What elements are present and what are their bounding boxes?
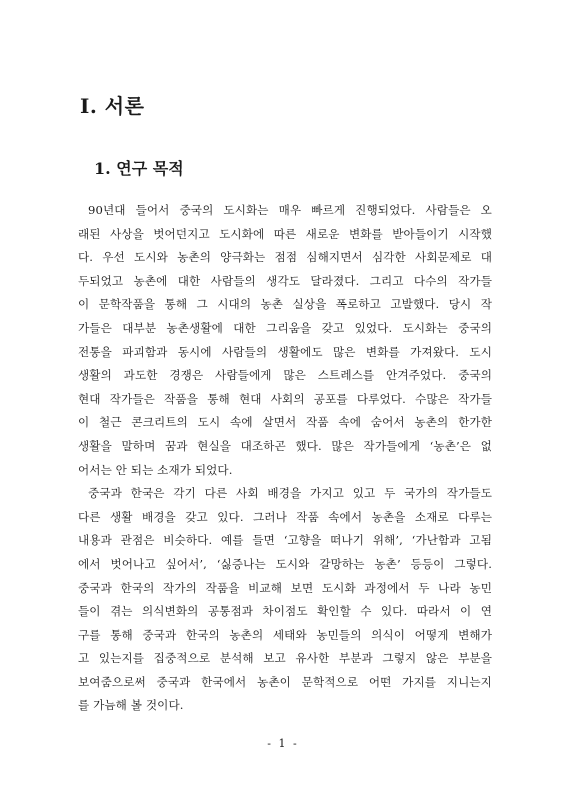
text-line: 두되었고 농촌에 대한 사람들의 생각도 달라졌다. 그리고 다수의 작가들 (78, 273, 492, 288)
body-text (78, 199, 492, 718)
text-line: 이 철근 콘크리트의 도시 속에 살면서 작품 속에 숨어서 농촌의 한가한 (78, 415, 492, 430)
paragraph-1 (78, 199, 492, 482)
text-line: 들이 겪는 의식변화의 공통점과 차이점도 확인할 수 있다. 따라서 이 연 (78, 604, 492, 619)
text-line: 이 문학작품을 통해 그 시대의 농촌 실상을 폭로하고 고발했다. 당시 작 (78, 297, 492, 312)
text-line: 어서는 안 되는 소재가 되었다. (78, 462, 233, 477)
text-line: 구를 통해 중국과 한국의 농촌의 세태와 농민들의 의식이 어떻게 변해가 (78, 627, 492, 642)
text-line: 중국과 한국은 각기 다른 사회 배경을 가지고 있고 두 국가의 작가들도 (88, 486, 492, 501)
text-line: 내용과 관점은 비슷하다. 예를 들면 ‘고향을 떠나기 위해’, ‘가난함과 고됨 (78, 533, 492, 548)
paragraph-2 (78, 482, 492, 718)
text-line: 에서 벗어나고 싶어서’, ‘싫증나는 도시와 갈망하는 농촌’ 등등이 그렇다. (78, 556, 492, 571)
text-line: 고 있는지를 집중적으로 분석해 보고 유사한 부분과 그렇지 않은 부분을 (78, 651, 492, 666)
text-line: 보여줌으로써 중국과 한국에서 농촌이 문학적으로 어떤 가지를 지니는지 (78, 674, 492, 689)
text-line: 생활을 말하며 꿈과 현실을 대조하곤 했다. 많은 작가들에게 ‘농촌’은 없 (78, 438, 492, 453)
text-line: 다른 생활 배경을 갖고 있다. 그러나 작품 속에서 농촌을 소재로 다루는 (78, 509, 492, 524)
text-line: 생활의 과도한 경쟁은 사람들에게 많은 스트레스를 안겨주었다. 중국의 (78, 368, 492, 383)
text-line: 전통을 파괴함과 동시에 사람들의 생활에도 많은 변화를 가져왔다. 도시 (78, 344, 492, 359)
text-line: 다. 우선 도시와 농촌의 양극화는 점점 심해지면서 심각한 사회문제로 대 (78, 250, 492, 265)
chapter-title: Ⅰ. 서론 (80, 94, 145, 118)
section-title: 1. 연구 목적 (94, 159, 184, 178)
text-line: 래된 사상을 벗어던지고 도시화에 따른 새로운 변화를 받아들이기 시작했 (78, 226, 492, 241)
text-line: 가들은 대부분 농촌생활에 대한 그리움을 갖고 있었다. 도시화는 중국의 (78, 320, 492, 335)
page-number: - 1 - (267, 737, 299, 750)
text-line: 중국과 한국의 작가의 작품을 비교해 보면 도시화 과정에서 두 나라 농민 (78, 580, 492, 595)
text-line: 를 가늠해 볼 것이다. (78, 698, 184, 713)
text-line: 현대 작가들은 작품을 통해 현대 사회의 공포를 다루었다. 수많은 작가들 (78, 391, 492, 406)
text-line: 90년대 들어서 중국의 도시화는 매우 빠르게 진행되었다. 사람들은 오 (88, 203, 492, 217)
